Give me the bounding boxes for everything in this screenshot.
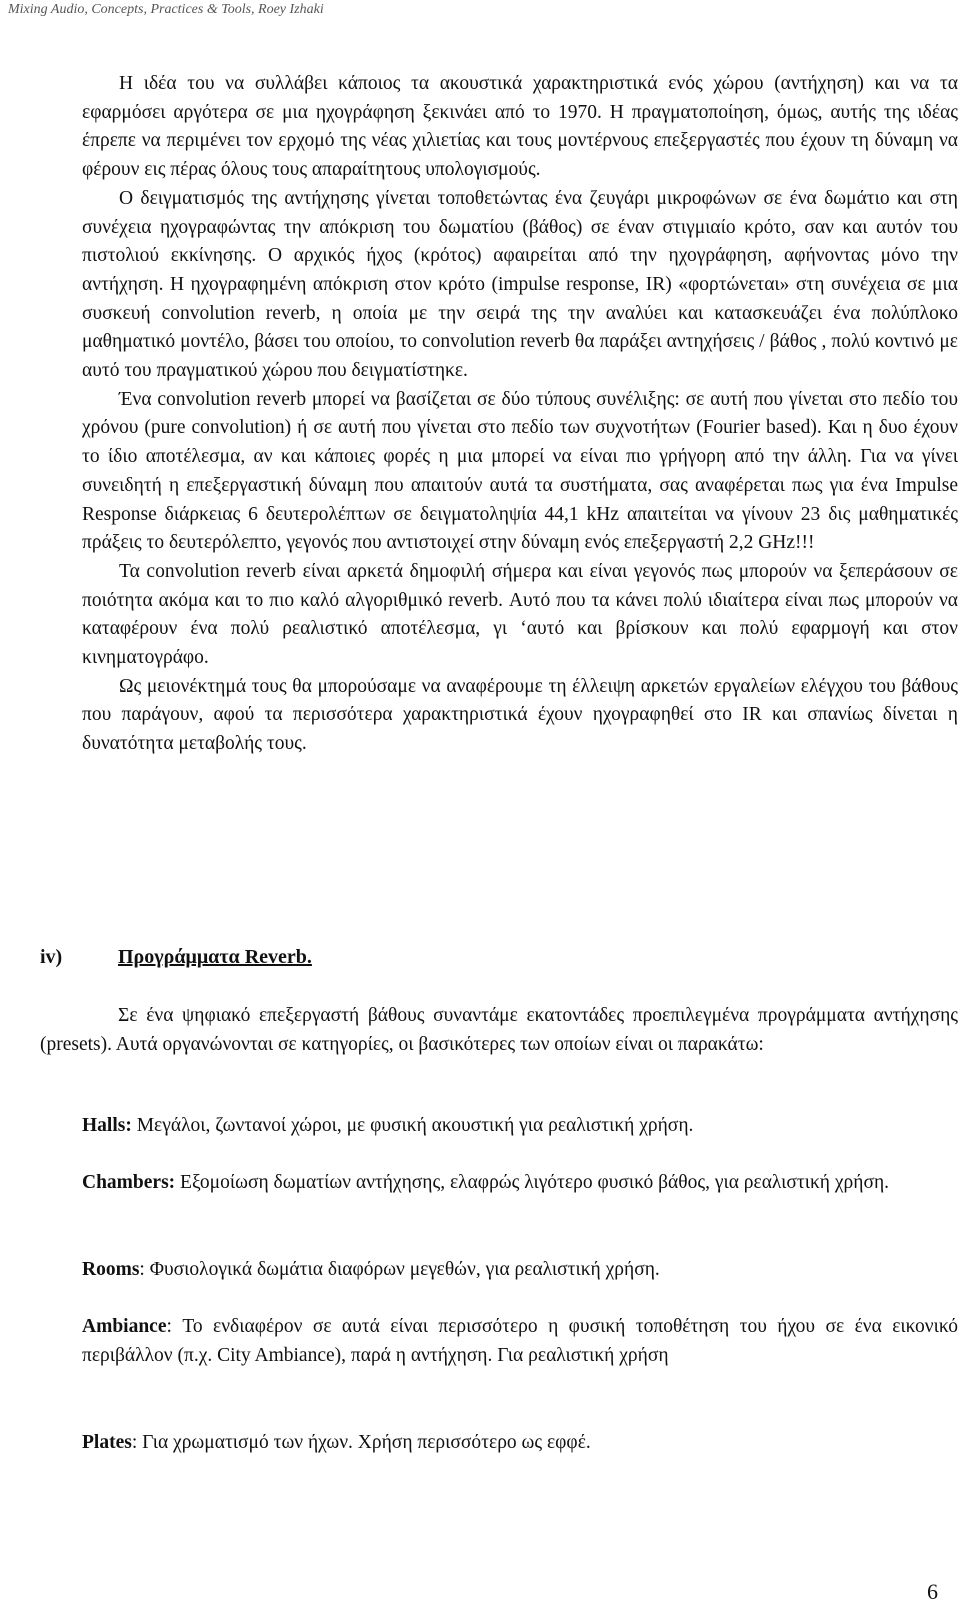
paragraph: Ως μειονέκτημά τους θα μπορούσαμε να αναφέρουμε τη έλλειψη αρκετών εργαλείων ελέγχου του βάθους που παράγουν, αφού τα περισσότερα χαρακτηριστικά έχουν ηχογραφηθεί στο IR και σπανίως δίνεται η δυνατότητα μεταβολής τους. bbox=[82, 675, 958, 755]
preset-item bbox=[82, 1112, 958, 1141]
preset-description: : Το ενδιαφέρον σε αυτά είναι περισσότερο η φυσική τοποθέτηση του ήχου σε ένα εικονικό περιβάλλον (π.χ. City Ambiance), παρά η αντήχηση. Για ρεαλιστική χρήση bbox=[82, 1316, 958, 1366]
preset-description: : Φυσιολογικά δωμάτια διαφόρων μεγεθών, για ρεαλιστική χρήση. bbox=[139, 1259, 660, 1280]
preset-term: Halls: bbox=[82, 1115, 132, 1136]
section-title: Προγράμματα Reverb. bbox=[118, 946, 312, 968]
running-header: Mixing Audio, Concepts, Practices & Tools, Roey Izhaki bbox=[8, 2, 324, 17]
paragraph: Ο δειγματισμός της αντήχησης γίνεται τοποθετώντας ένα ζευγάρι μικροφώνων σε ένα δωμάτιο και στη συνέχεια ηχογραφώντας την απόκριση του δωματίου (βάθος) σε έναν στιγμιαίο κρότο, σαν και αυτόν του πιστολιού εκκίνησης. Ο αρχικός ήχος (κρότος) αφαιρείται από την ηχογράφηση, αφήνοντας μόνο την αντήχηση. Η ηχογραφημένη απόκριση στον κρότο (impulse response, IR) «φορτώνεται» στη συνέχεια σε μια συσκευή convolution reverb, η οποία με την σειρά της την αναλύει και κατασκευάζει ένα πολύπλοκο μαθηματικό μοντέλο, βάσει του οποίου, το convolution reverb θα παράξει αντηχήσεις / βάθος , πολύ κοντινό με αυτό του πραγματικού χώρου που δειγματίστηκε. bbox=[82, 187, 958, 382]
preset-item bbox=[82, 1313, 958, 1370]
page-number: 6 bbox=[927, 1579, 938, 1604]
preset-description: : Για χρωματισμό των ήχων. Χρήση περισσότερο ως εφφέ. bbox=[131, 1432, 591, 1453]
preset-term: Ambiance bbox=[82, 1316, 167, 1337]
preset-term: Plates bbox=[82, 1432, 132, 1453]
preset-item bbox=[82, 1256, 958, 1285]
preset-description: Μεγάλοι, ζωντανοί χώροι, με φυσική ακουστική για ρεαλιστική χρήση. bbox=[131, 1115, 694, 1136]
preset-item bbox=[82, 1429, 958, 1458]
paragraph: Η ιδέα του να συλλάβει κάποιος τα ακουστικά χαρακτηριστικά ενός χώρου (αντήχηση) και να τα εφαρμόσει αργότερα σε μια ηχογράφηση ξεκινάει από το 1970. Η πραγματοποίηση, όμως, αυτής της ιδέας έπρεπε να περιμένει τον ερχομό της νέας χιλιετίας και τους μοντέρνους επεξεργαστές που έχουν τη δύναμη να φέρουν εις πέρας όλους τους απαραίτητους υπολογισμούς. bbox=[82, 73, 958, 181]
section-number: iv) bbox=[40, 946, 63, 968]
section-intro bbox=[40, 1002, 958, 1059]
preset-term: Rooms bbox=[82, 1259, 140, 1280]
paragraph: Ένα convolution reverb μπορεί να βασίζεται σε δύο τύπους συνέλιξης: σε αυτή που γίνεται στο πεδίο του χρόνου (pure convolution) ή σε αυτή που γίνεται στο πεδίο των συχνοτήτων (Fourier based). Και η δυο έχουν το ίδιο αποτέλεσμα, αν και κάποιες φορές η μια μπορεί να είναι πιο γρήγορη από την άλλη. Για να γίνει συνειδητή η επεξεργαστική δύναμη που απαιτούν αυτά τα συστήματα, σας αναφέρεται πως για ένα Impulse Response διάρκειας 6 δευτερολέπτων σε δειγματοληψία 44,1 kHz απαιτείται να γίνουν 23 δις μαθηματικές πράξεις το δευτερόλεπτο, γεγονός που αντιστοιχεί στην δύναμη ενός επεξεργαστή 2,2 GHz!!! bbox=[82, 388, 958, 554]
paragraph: Τα convolution reverb είναι αρκετά δημοφιλή σήμερα και είναι γεγονός πως μπορούν να ξεπεράσουν σε ποιότητα ακόμα και το πιο καλό αλγοριθμικό reverb. Αυτό που τα κάνει πολύ ιδιαίτερα είναι πως μπορούν να καταφέρουν ένα πολύ ρεαλιστικό αποτέλεσμα, γι ‘αυτό και βρίσκουν και πολύ εφαρμογή και στον κινηματογράφο. bbox=[82, 560, 958, 669]
preset-term: Chambers: bbox=[82, 1172, 176, 1193]
section-heading bbox=[40, 946, 312, 969]
body-text bbox=[82, 70, 958, 759]
preset-item bbox=[82, 1169, 958, 1198]
preset-description: Εξομοίωση δωματίων αντήχησης, ελαφρώς λιγότερο φυσικό βάθος, για ρεαλιστική χρήση. bbox=[175, 1172, 890, 1193]
intro-paragraph: Σε ένα ψηφιακό επεξεργαστή βάθους συναντάμε εκατοντάδες προεπιλεγμένα προγράμματα αντήχησης (presets). Αυτά οργανώνονται σε κατηγορίες, οι βασικότερες των οποίων είναι οι παρακάτω: bbox=[40, 1005, 958, 1055]
